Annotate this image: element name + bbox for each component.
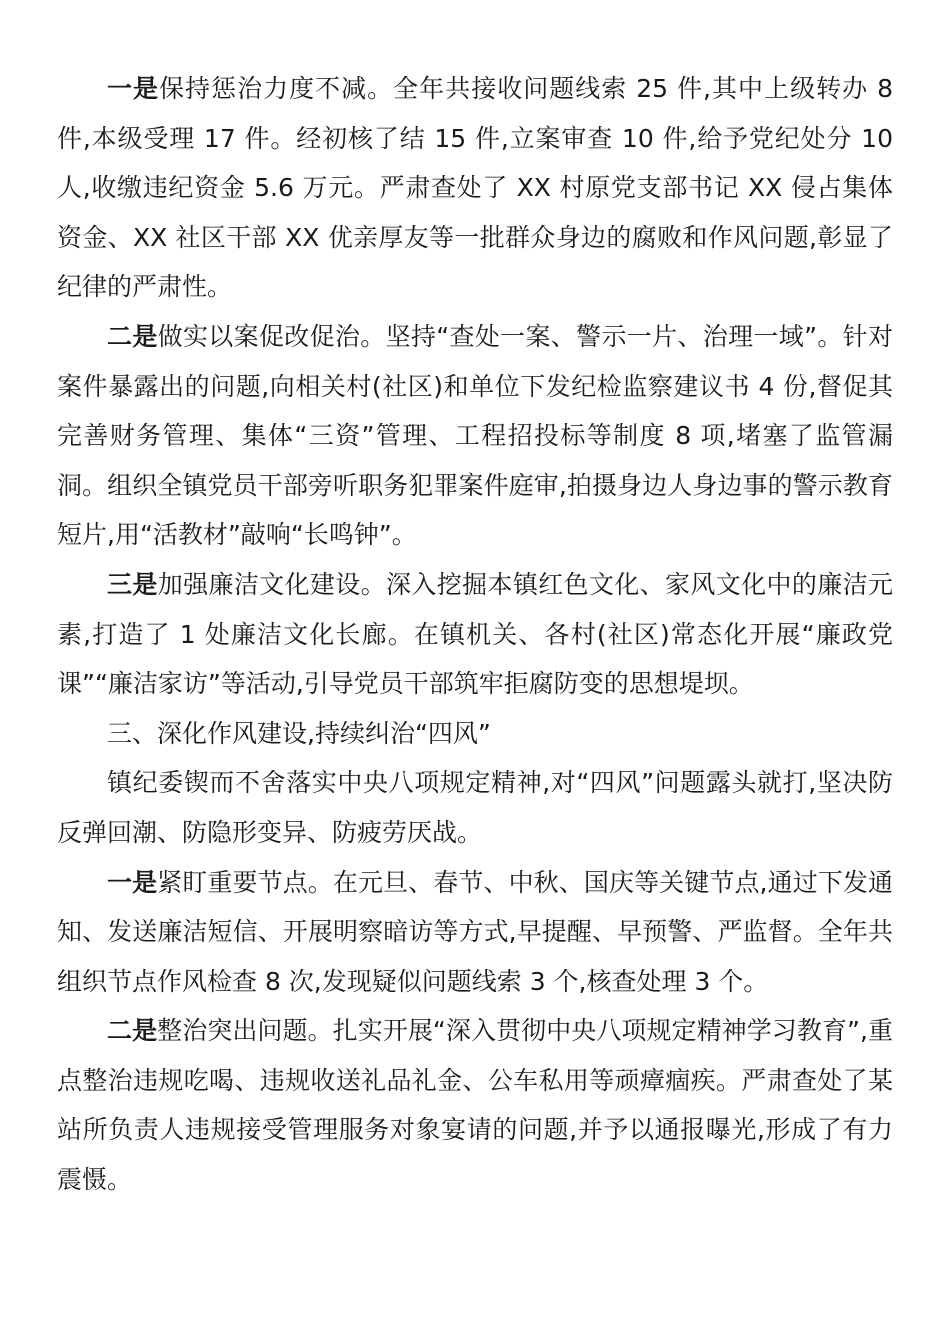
paragraph-body: 加强廉洁文化建设。深入挖掘本镇红色文化、家风文化中的廉洁元素,打造了 1 处廉洁文化长廊。在镇机关、各村(社区)常态化开展“廉政党课”“廉洁家访”等活动,引导党员干部筑牢拒腐防变的思想堤坝。 (57, 569, 893, 699)
paragraph-lead: 一是 (107, 867, 158, 897)
paragraph-section-intro (57, 758, 893, 857)
paragraph-key-dates (57, 858, 893, 1007)
paragraph-body: 紧盯重要节点。在元旦、春节、中秋、国庆等关键节点,通过下发通知、发送廉洁短信、开展明察暗访等方式,早提醒、早预警、严监督。全年共组织节点作风检查 8 次,发现疑似问题线索 3 个,核查处理 3 个。 (57, 867, 893, 996)
paragraph-lead: 二是 (107, 321, 158, 351)
paragraph-strict-punishment (57, 64, 893, 312)
paragraph-lead: 三是 (107, 569, 158, 599)
document-page (57, 64, 893, 1205)
paragraph-prominent-issues (57, 1006, 893, 1204)
paragraph-body: 做实以案促改促治。坚持“查处一案、警示一片、治理一域”。针对案件暴露出的问题,向相关村(社区)和单位下发纪检监察建议书 4 份,督促其完善财务管理、集体“三资”管理、工程招投标等制度 8 项,堵塞了监管漏洞。组织全镇党员干部旁听职务犯罪案件庭审,拍摄身边人身边事的警示教育短片,用“活教材”敲响“长鸣钟”。 (57, 321, 893, 550)
paragraph-lead: 一是 (107, 74, 160, 103)
paragraph-body: 镇纪委锲而不舍落实中央八项规定精神,对“四风”问题露头就打,坚决防反弹回潮、防隐形变异、防疲劳厌战。 (57, 768, 893, 847)
paragraph-lead: 二是 (107, 1016, 158, 1046)
paragraph-body: 整治突出问题。扎实开展“深入贯彻中央八项规定精神学习教育”,重点整治违规吃喝、违规收送礼品礼金、公车私用等顽瘴痼疾。严肃查处了某站所负责人违规接受管理服务对象宴请的问题,并予以通报曝光,形成了有力震慑。 (57, 1016, 893, 1195)
section-heading: 三、深化作风建设,持续纠治“四风” (107, 718, 491, 748)
paragraph-integrity-culture (57, 560, 893, 709)
paragraph-case-reform (57, 312, 893, 560)
paragraph-body: 保持惩治力度不减。全年共接收问题线索 25 件,其中上级转办 8 件,本级受理 17 件。经初核了结 15 件,立案审查 10 件,给予党纪处分 10 人,收缴违纪资金 5.6 万元。严肃查处了 XX 村原党支部书记 XX 侵占集体资金、XX 社区干部 XX 优亲厚友等一批群众身边的腐败和作风问题,彰显了纪律的严肃性。 (57, 74, 893, 302)
